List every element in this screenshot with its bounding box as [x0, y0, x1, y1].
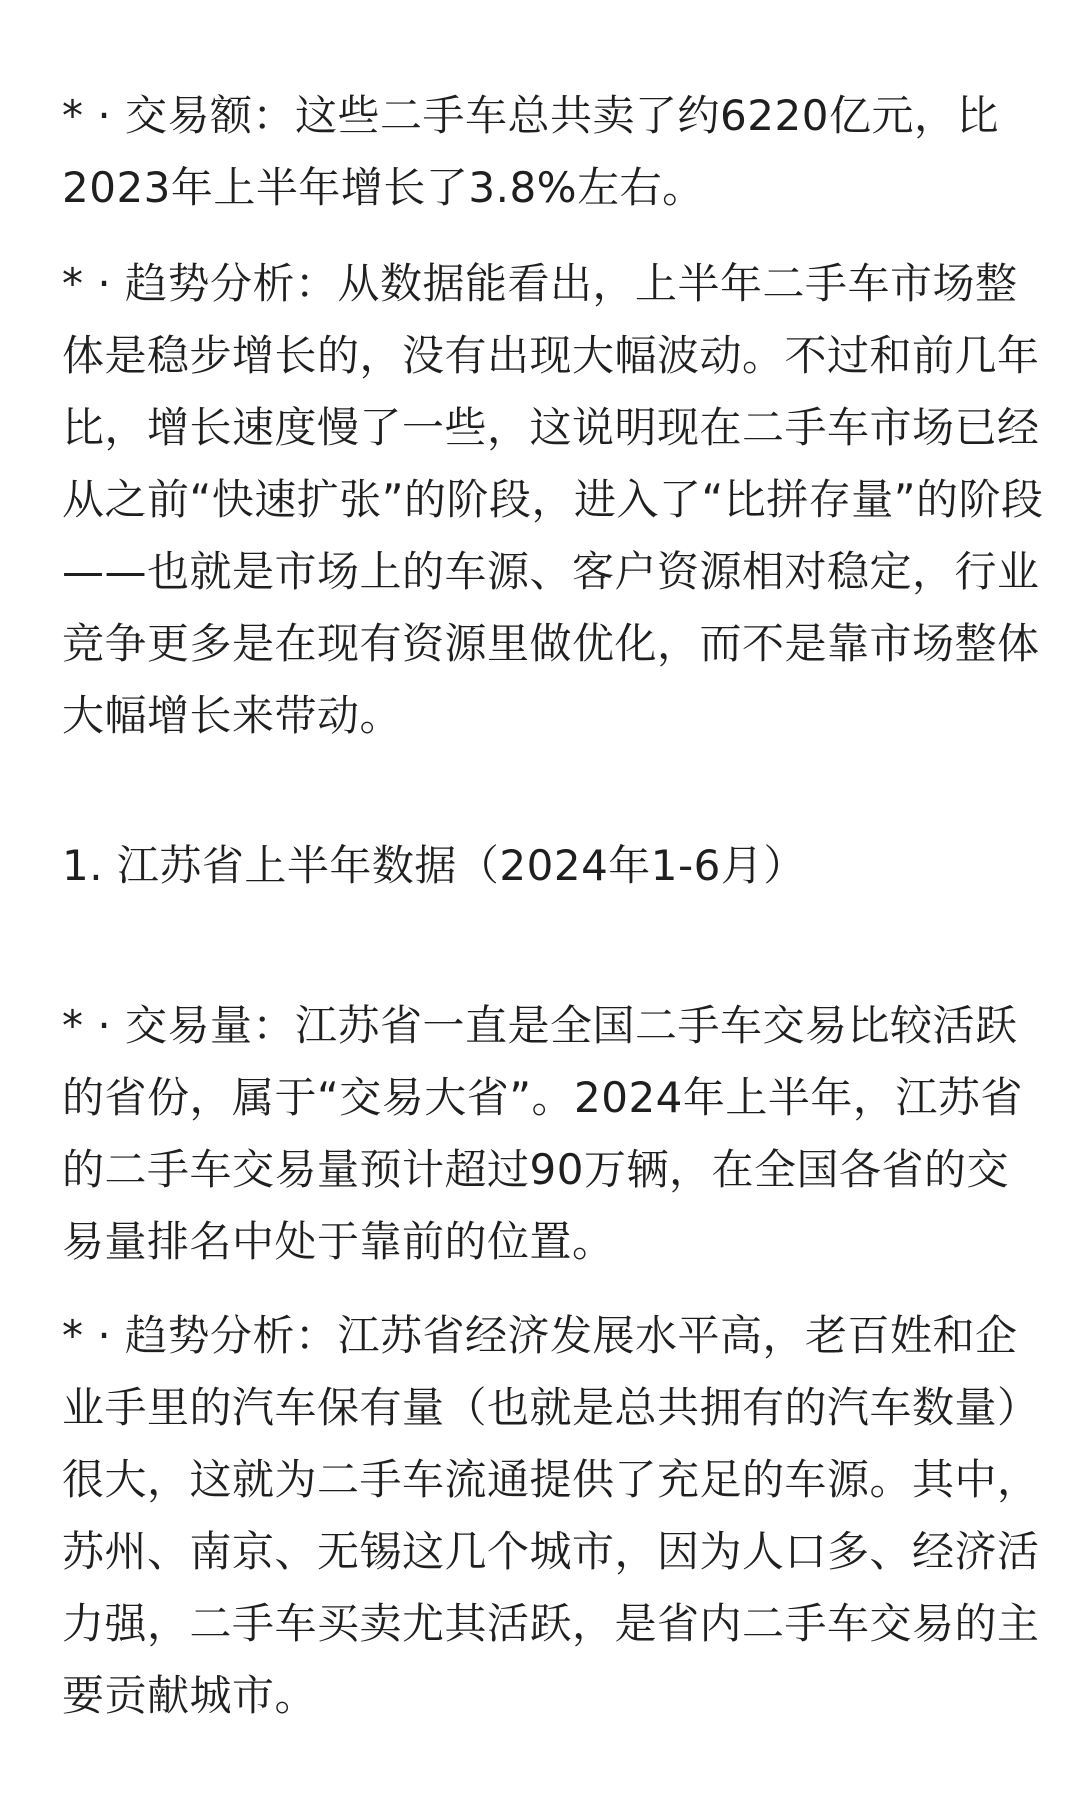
- paragraph-transaction-amount: [62, 80, 1022, 224]
- paragraph-trend-analysis-jiangsu: [62, 1300, 1040, 1732]
- text-line: 体是稳步增长的，没有出现大幅波动。不过和前几年: [62, 331, 1040, 380]
- text-line: 易量排名中处于靠前的位置。: [62, 1217, 615, 1266]
- text-line: 的二手车交易量预计超过90万辆，在全国各省的交: [62, 1145, 1009, 1194]
- text-line: ——也就是市场上的车源、客户资源相对稳定，行业: [62, 547, 1040, 596]
- text-line: 从之前“快速扩张”的阶段，进入了“比拼存量”的阶段: [62, 475, 1044, 524]
- text-line: * · 交易量：江苏省一直是全国二手车交易比较活跃: [62, 1001, 1018, 1050]
- text-line: * · 交易额：这些二手车总共卖了约6220亿元，比: [62, 91, 999, 140]
- text-line: 的省份，属于“交易大省”。2024年上半年，江苏省: [62, 1073, 1023, 1122]
- text-line: 比，增长速度慢了一些，这说明现在二手车市场已经: [62, 403, 1040, 452]
- paragraph-transaction-volume: [62, 990, 1022, 1278]
- text-line: * · 趋势分析：江苏省经济发展水平高，老百姓和企: [62, 1311, 1018, 1360]
- text-line: 2023年上半年增长了3.8%左右。: [62, 163, 705, 212]
- section-heading: [62, 830, 1022, 902]
- text-line: 大幅增长来带动。: [62, 691, 403, 740]
- text-line: 很大，这就为二手车流通提供了充足的车源。其中，: [62, 1455, 1040, 1504]
- text-line: * · 趋势分析：从数据能看出，上半年二手车市场整: [62, 259, 1018, 308]
- heading-text: 1. 江苏省上半年数据（2024年1-6月）: [62, 841, 806, 890]
- text-line: 竞争更多是在现有资源里做优化，而不是靠市场整体: [62, 619, 1040, 668]
- text-line: 力强，二手车买卖尤其活跃，是省内二手车交易的主: [62, 1599, 1040, 1648]
- text-line: 要贡献城市。: [62, 1671, 318, 1720]
- text-line: 业手里的汽车保有量（也就是总共拥有的汽车数量）: [62, 1383, 1040, 1432]
- text-line: 苏州、南京、无锡这几个城市，因为人口多、经济活: [62, 1527, 1040, 1576]
- paragraph-trend-analysis-national: [62, 248, 1044, 752]
